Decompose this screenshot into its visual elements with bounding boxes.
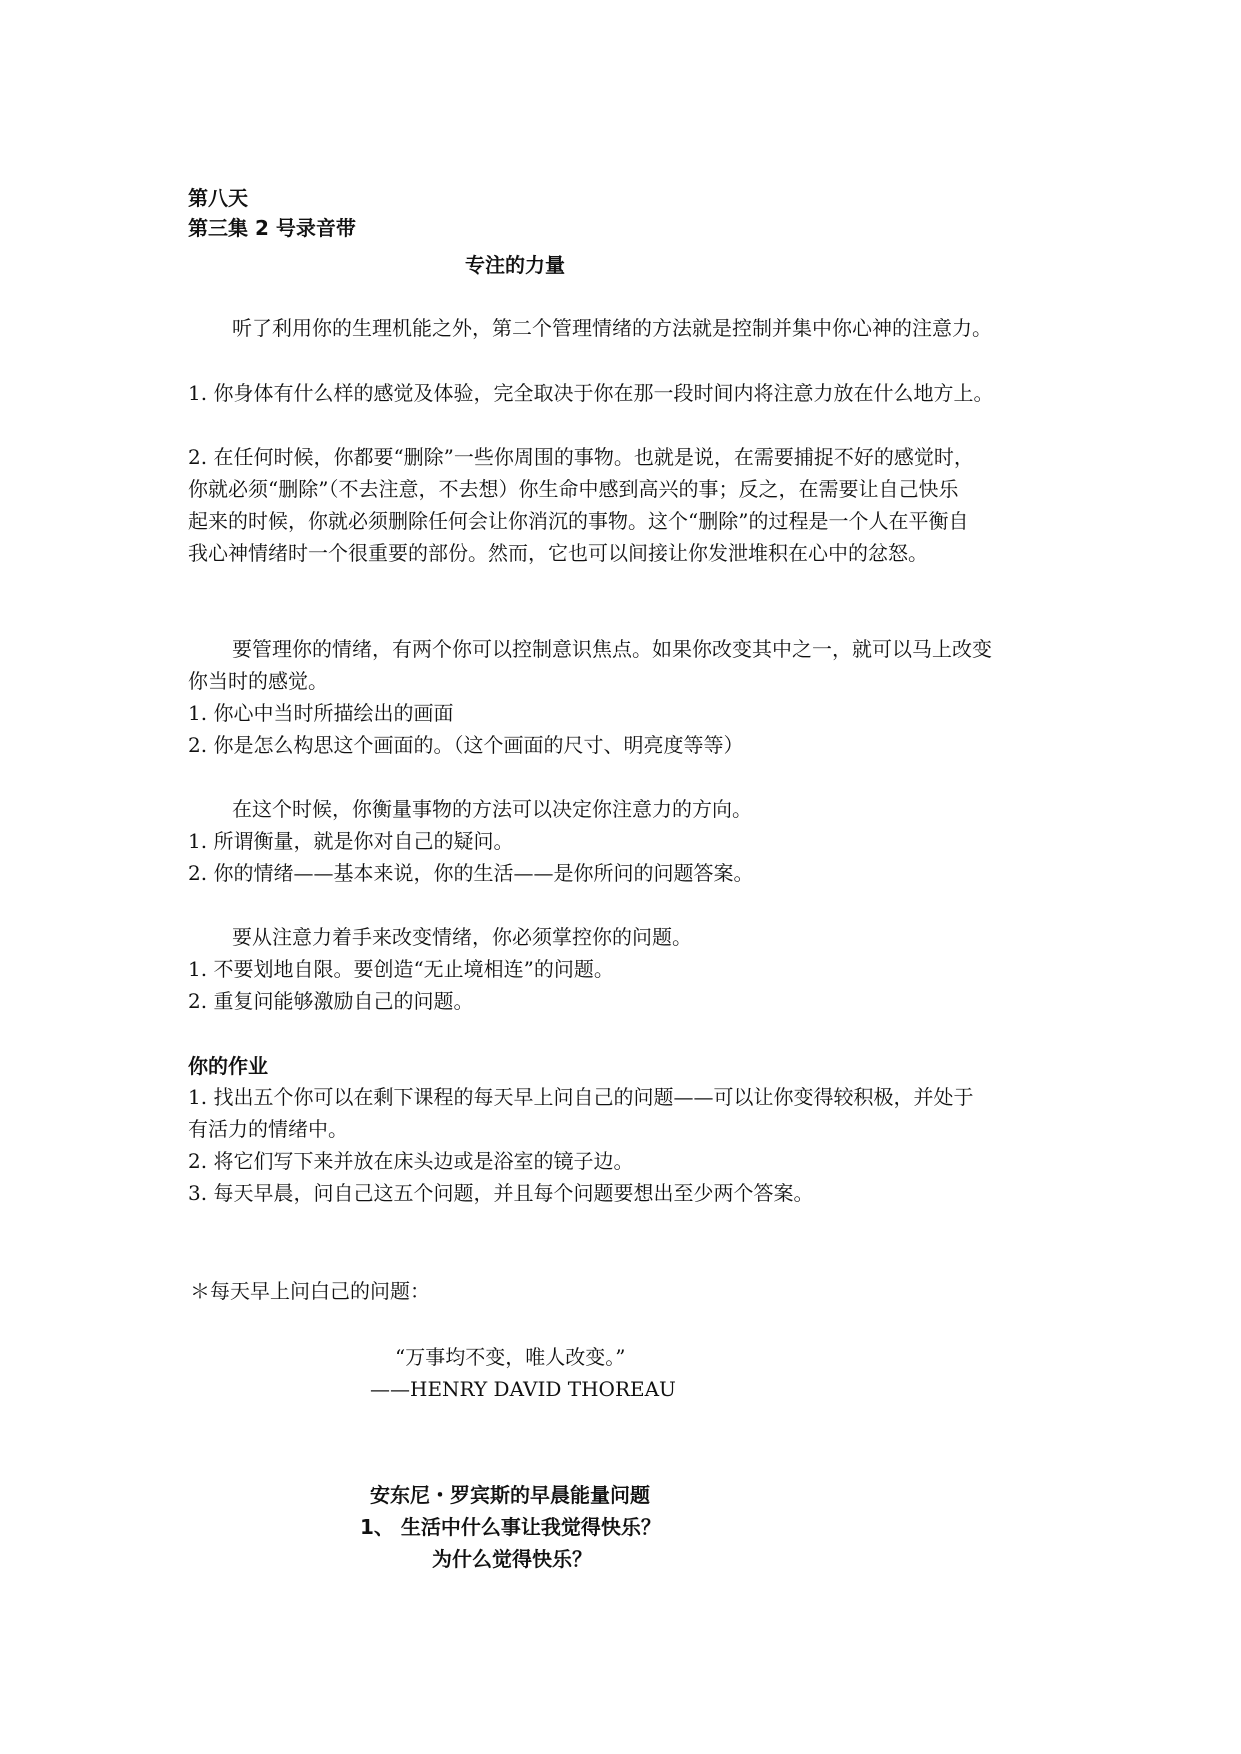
point-2-line: 2. 在任何时候，你都要“删除”一些你周围的事物。也就是说，在需要捕捉不好的感觉时， — [188, 445, 974, 469]
question-1: 1、 生活中什么事让我觉得快乐？ — [360, 1515, 661, 1539]
intro-paragraph: 听了利用你的生理机能之外，第二个管理情绪的方法就是控制并集中你心神的注意力。 — [232, 316, 992, 340]
point-2-line: 我心神情绪时一个很重要的部份。然而，它也可以间接让你发泄堆积在心中的忿怒。 — [188, 541, 928, 565]
homework-line: 2. 将它们写下来并放在床头边或是浴室的镜子边。 — [188, 1149, 634, 1173]
homework-line: 1. 找出五个你可以在剩下课程的每天早上问自己的问题——可以让你变得较积极，并处于 — [188, 1085, 974, 1109]
paragraph-2-line: 要管理你的情绪，有两个你可以控制意识焦点。如果你改变其中之一，就可以马上改变 — [232, 637, 992, 661]
homework-heading: 你的作业 — [188, 1054, 268, 1078]
section-title: 安东尼・罗宾斯的早晨能量问题 — [370, 1483, 650, 1507]
page-title: 专注的力量 — [465, 253, 565, 277]
paragraph-2-line: 你当时的感觉。 — [188, 669, 328, 693]
list-item: 2. 重复问能够激励自己的问题。 — [188, 989, 474, 1013]
point-2-line: 你就必须“删除”（不去注意，不去想）你生命中感到高兴的事；反之，在需要让自己快乐 — [188, 477, 959, 501]
note-line: ＊每天早上问白己的问题： — [190, 1279, 430, 1303]
question-1-sub: 为什么觉得快乐？ — [432, 1547, 592, 1571]
homework-line: 有活力的情绪中。 — [188, 1117, 348, 1141]
list-item: 2. 你是怎么构思这个画面的。（这个画面的尺寸、明亮度等等） — [188, 733, 744, 757]
homework-line: 3. 每天早晨，问自己这五个问题，并且每个问题要想出至少两个答案。 — [188, 1181, 814, 1205]
paragraph-3: 在这个时候，你衡量事物的方法可以决定你注意力的方向。 — [232, 797, 752, 821]
tape-heading: 第三集 2 号录音带 — [188, 216, 356, 240]
list-item: 1. 不要划地自限。要创造“无止境相连”的问题。 — [188, 957, 614, 981]
list-item: 1. 你心中当时所描绘出的画面 — [188, 701, 454, 725]
point-1: 1. 你身体有什么样的感觉及体验，完全取决于你在那一段时间内将注意力放在什么地方上。 — [188, 381, 994, 405]
quote-author: ——HENRY DAVID THOREAU — [370, 1377, 676, 1401]
quote-text: “万事均不变，唯人改变。” — [395, 1345, 626, 1369]
point-2-line: 起来的时候，你就必须删除任何会让你消沉的事物。这个“删除”的过程是一个人在平衡自 — [188, 509, 969, 533]
list-item: 2. 你的情绪——基本来说，你的生活——是你所问的问题答案。 — [188, 861, 754, 885]
day-heading: 第八天 — [188, 186, 248, 210]
paragraph-4: 要从注意力着手来改变情绪，你必须掌控你的问题。 — [232, 925, 692, 949]
list-item: 1. 所谓衡量，就是你对自己的疑问。 — [188, 829, 514, 853]
